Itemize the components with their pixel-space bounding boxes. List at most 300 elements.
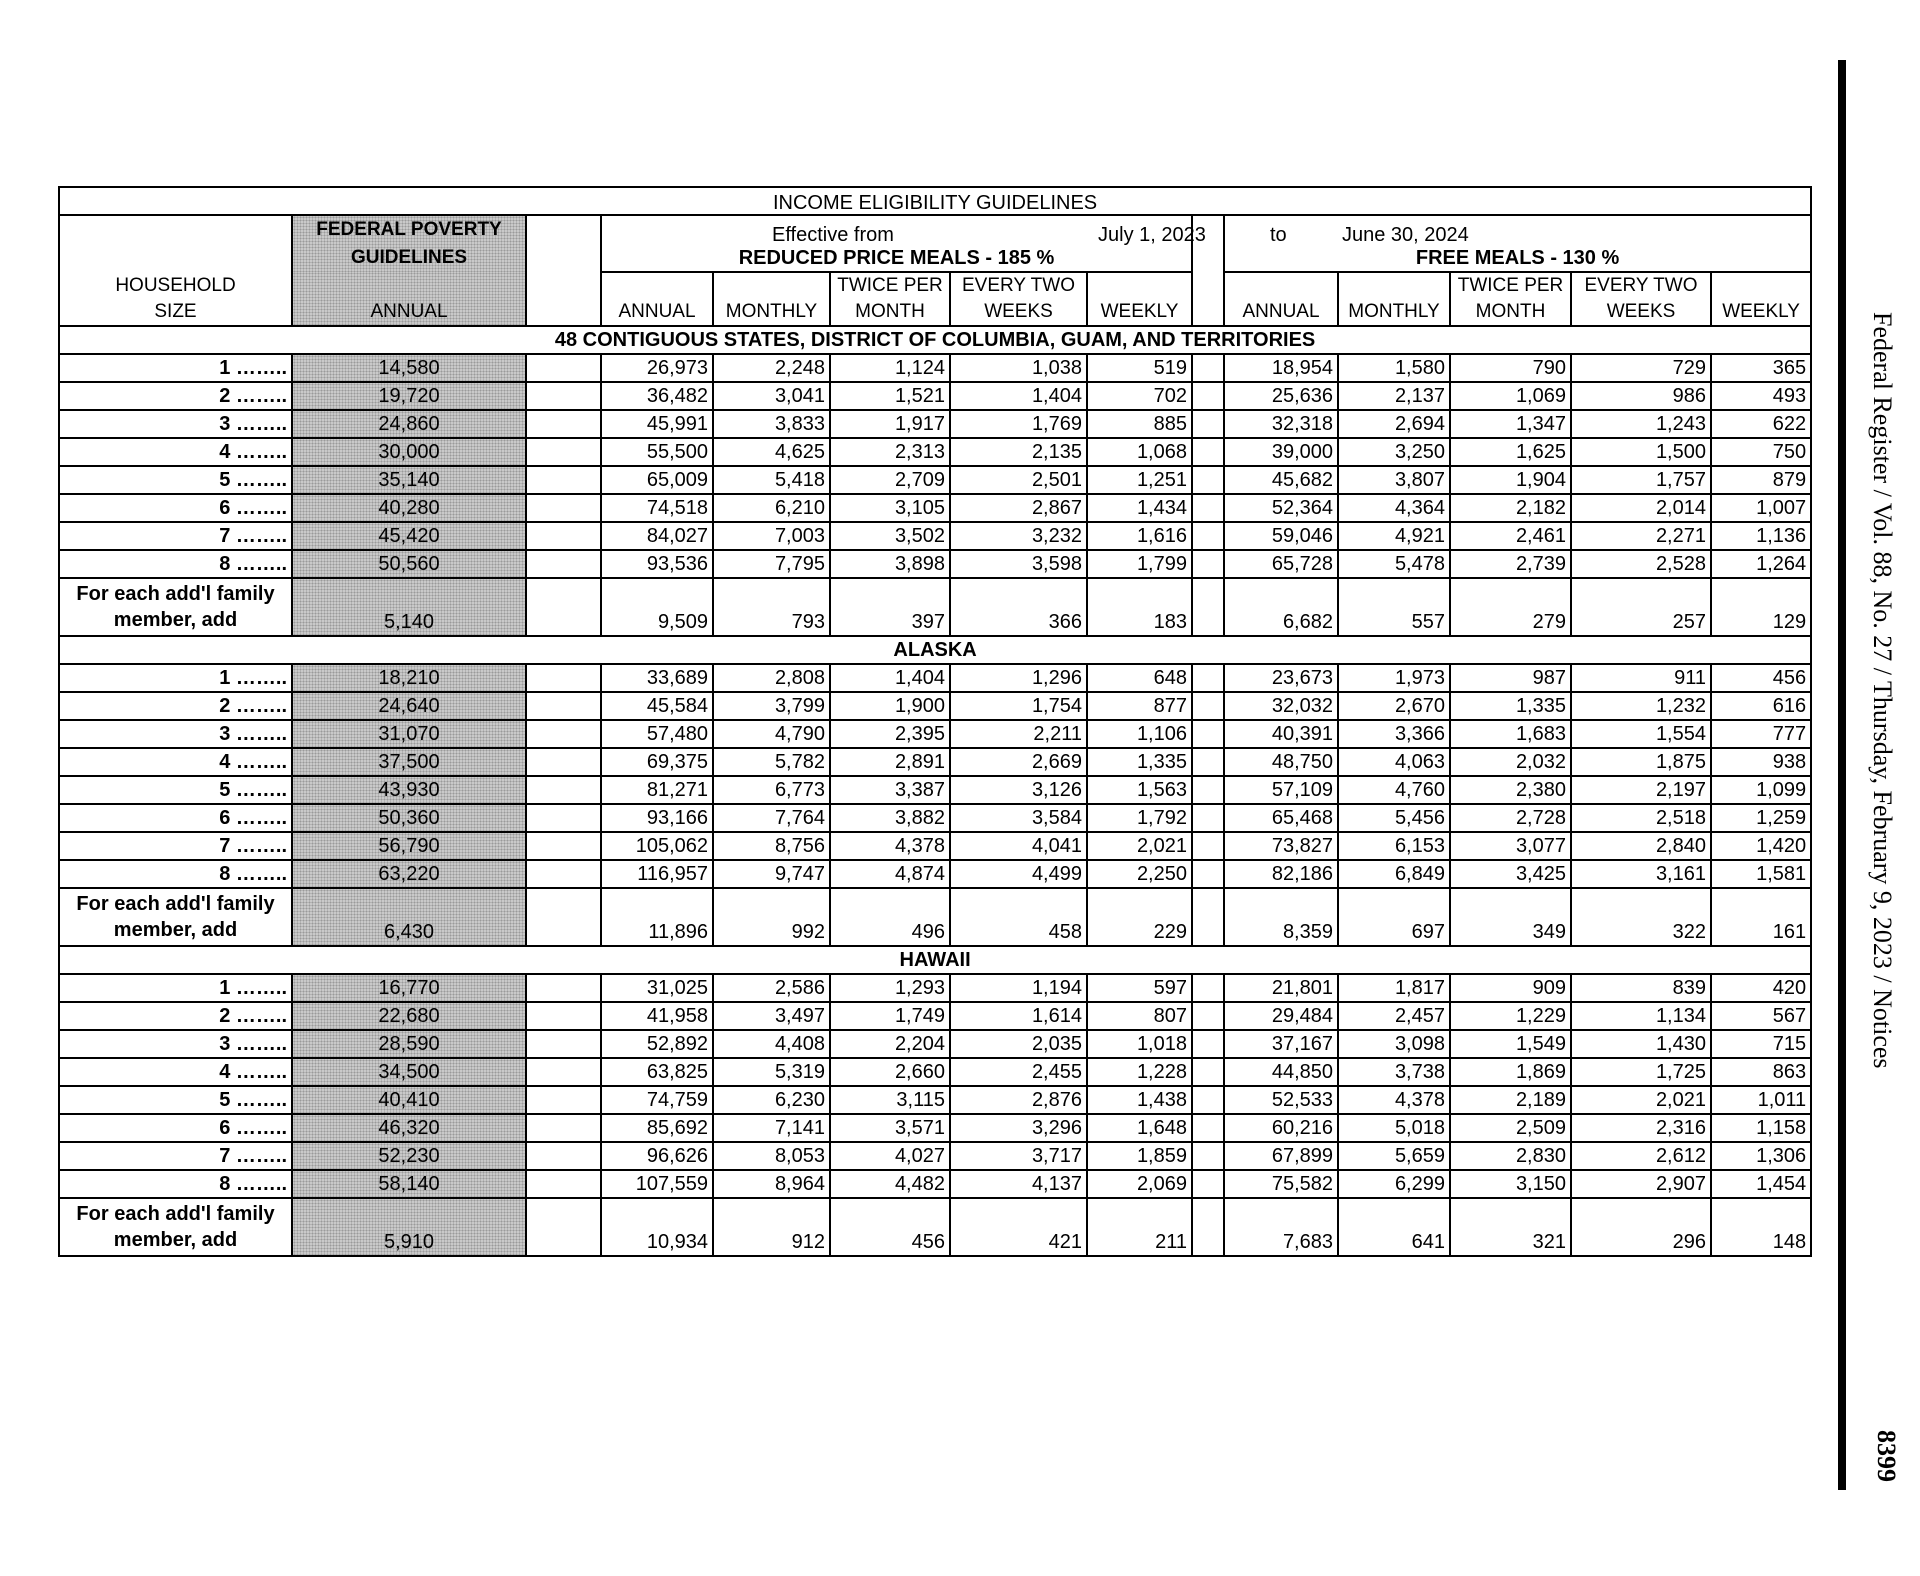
reduced-value: 2,135 <box>950 438 1087 466</box>
table-row <box>59 1030 1811 1058</box>
spacer <box>526 466 601 494</box>
free-value: 75,582 <box>1224 1170 1338 1198</box>
table-row <box>59 692 1811 720</box>
reduced-value: 7,141 <box>713 1114 830 1142</box>
table-row <box>59 776 1811 804</box>
table-row <box>59 1142 1811 1170</box>
table-row <box>59 1002 1811 1030</box>
reduced-value: 1,018 <box>1087 1030 1192 1058</box>
fpg-annual: 34,500 <box>292 1058 526 1086</box>
reduced-value: 1,251 <box>1087 466 1192 494</box>
spacer <box>1192 720 1224 748</box>
reduced-value: 793 <box>713 578 830 636</box>
reduced-value: 4,790 <box>713 720 830 748</box>
free-value: 4,921 <box>1338 522 1450 550</box>
fpg-annual: 22,680 <box>292 1002 526 1030</box>
household-size: 5 …….. <box>59 776 292 804</box>
spacer <box>526 1170 601 1198</box>
section-title: HAWAII <box>59 946 1811 974</box>
free-value: 3,366 <box>1338 720 1450 748</box>
household-size: 8 …….. <box>59 550 292 578</box>
free-value: 839 <box>1571 974 1711 1002</box>
reduced-value: 992 <box>713 888 830 946</box>
table-row <box>59 860 1811 888</box>
free-value: 909 <box>1450 974 1571 1002</box>
reduced-value: 1,754 <box>950 692 1087 720</box>
header-row-2 <box>59 272 1811 326</box>
household-size: 2 …….. <box>59 382 292 410</box>
page-number-text: 8399 <box>1872 1430 1901 1482</box>
reduced-value: 9,509 <box>601 578 713 636</box>
free-value: 1,229 <box>1450 1002 1571 1030</box>
free-value: 1,430 <box>1571 1030 1711 1058</box>
fpg-annual: 56,790 <box>292 832 526 860</box>
free-value: 2,907 <box>1571 1170 1711 1198</box>
free-value: 2,380 <box>1450 776 1571 804</box>
reduced-value: 1,038 <box>950 354 1087 382</box>
free-value: 8,359 <box>1224 888 1338 946</box>
free-value: 697 <box>1338 888 1450 946</box>
reduced-value: 1,648 <box>1087 1114 1192 1142</box>
spacer <box>1192 550 1224 578</box>
reduced-value: 85,692 <box>601 1114 713 1142</box>
free-value: 567 <box>1711 1002 1811 1030</box>
household-size: 4 …….. <box>59 748 292 776</box>
free-value: 2,189 <box>1450 1086 1571 1114</box>
reduced-value: 74,518 <box>601 494 713 522</box>
reduced-value: 45,584 <box>601 692 713 720</box>
free-value: 1,725 <box>1571 1058 1711 1086</box>
spacer <box>1192 860 1224 888</box>
reduced-value: 9,747 <box>713 860 830 888</box>
table-row <box>59 438 1811 466</box>
reduced-value: 885 <box>1087 410 1192 438</box>
reduced-value: 84,027 <box>601 522 713 550</box>
spacer <box>526 494 601 522</box>
free-value: 6,299 <box>1338 1170 1450 1198</box>
free-value: 45,682 <box>1224 466 1338 494</box>
reduced-value: 7,764 <box>713 804 830 832</box>
free-value: 879 <box>1711 466 1811 494</box>
free-value: 5,659 <box>1338 1142 1450 1170</box>
free-value: 1,007 <box>1711 494 1811 522</box>
fpg-annual: 30,000 <box>292 438 526 466</box>
free-value: 82,186 <box>1224 860 1338 888</box>
free-value: 2,694 <box>1338 410 1450 438</box>
household-size: 6 …….. <box>59 494 292 522</box>
reduced-value: 3,571 <box>830 1114 950 1142</box>
free-value: 4,760 <box>1338 776 1450 804</box>
free-value: 456 <box>1711 664 1811 692</box>
reduced-value: 3,041 <box>713 382 830 410</box>
spacer <box>526 438 601 466</box>
reduced-value: 4,137 <box>950 1170 1087 1198</box>
reduced-value: 7,795 <box>713 550 830 578</box>
reduced-value: 2,891 <box>830 748 950 776</box>
free-value: 1,306 <box>1711 1142 1811 1170</box>
free-value: 1,869 <box>1450 1058 1571 1086</box>
table-row <box>59 804 1811 832</box>
reduced-value: 1,521 <box>830 382 950 410</box>
spacer <box>1192 832 1224 860</box>
household-size: 1 …….. <box>59 664 292 692</box>
reduced-twice-header: TWICE PER MONTH <box>830 272 950 326</box>
reduced-value: 105,062 <box>601 832 713 860</box>
table-row <box>59 410 1811 438</box>
fpg-annual: 40,410 <box>292 1086 526 1114</box>
spacer <box>526 664 601 692</box>
free-value: 1,554 <box>1571 720 1711 748</box>
reduced-value: 96,626 <box>601 1142 713 1170</box>
household-size: 3 …….. <box>59 720 292 748</box>
spacer <box>1192 804 1224 832</box>
title-row <box>59 187 1811 215</box>
reduced-value: 229 <box>1087 888 1192 946</box>
spacer <box>526 720 601 748</box>
free-value: 641 <box>1338 1198 1450 1256</box>
free-value: 29,484 <box>1224 1002 1338 1030</box>
spacer <box>1192 382 1224 410</box>
free-annual-header: ANNUAL <box>1224 272 1338 326</box>
reduced-value: 81,271 <box>601 776 713 804</box>
free-value: 1,904 <box>1450 466 1571 494</box>
free-weekly-header: WEEKLY <box>1711 272 1811 326</box>
reduced-weekly-header: WEEKLY <box>1087 272 1192 326</box>
fpg-annual: 52,230 <box>292 1142 526 1170</box>
spacer <box>1192 1198 1224 1256</box>
free-header: FREE MEALS - 130 % <box>1224 215 1811 272</box>
household-size: 1 …….. <box>59 354 292 382</box>
free-value: 23,673 <box>1224 664 1338 692</box>
fpg-annual: 63,220 <box>292 860 526 888</box>
reduced-value: 5,319 <box>713 1058 830 1086</box>
reduced-value: 421 <box>950 1198 1087 1256</box>
free-value: 25,636 <box>1224 382 1338 410</box>
reduced-value: 1,404 <box>950 382 1087 410</box>
reduced-value: 31,025 <box>601 974 713 1002</box>
free-value: 715 <box>1711 1030 1811 1058</box>
additional-member-row <box>59 888 1811 946</box>
reduced-value: 3,898 <box>830 550 950 578</box>
reduced-value: 1,900 <box>830 692 950 720</box>
spacer <box>1192 776 1224 804</box>
spacer <box>526 776 601 804</box>
free-value: 1,973 <box>1338 664 1450 692</box>
household-size: 6 …….. <box>59 1114 292 1142</box>
reduced-value: 519 <box>1087 354 1192 382</box>
free-value: 5,018 <box>1338 1114 1450 1142</box>
spacer <box>526 550 601 578</box>
spacer <box>526 1058 601 1086</box>
start-date: July 1, 2023 <box>1098 224 1206 246</box>
reduced-value: 33,689 <box>601 664 713 692</box>
reduced-value: 2,250 <box>1087 860 1192 888</box>
free-value: 3,425 <box>1450 860 1571 888</box>
reduced-value: 366 <box>950 578 1087 636</box>
spacer <box>526 1198 601 1256</box>
free-value: 2,461 <box>1450 522 1571 550</box>
free-value: 1,069 <box>1450 382 1571 410</box>
household-size: 5 …….. <box>59 466 292 494</box>
reduced-value: 2,876 <box>950 1086 1087 1114</box>
free-value: 2,197 <box>1571 776 1711 804</box>
spacer <box>526 1002 601 1030</box>
free-value: 257 <box>1571 578 1711 636</box>
table-title: INCOME ELIGIBILITY GUIDELINES <box>772 192 1098 214</box>
table-row <box>59 1170 1811 1198</box>
free-value: 60,216 <box>1224 1114 1338 1142</box>
spacer <box>1192 1142 1224 1170</box>
reduced-value: 74,759 <box>601 1086 713 1114</box>
table-row <box>59 832 1811 860</box>
section-title: ALASKA <box>59 636 1811 664</box>
spacer <box>1192 974 1224 1002</box>
household-size: 8 …….. <box>59 860 292 888</box>
free-value: 777 <box>1711 720 1811 748</box>
reduced-value: 4,625 <box>713 438 830 466</box>
reduced-value: 3,598 <box>950 550 1087 578</box>
free-value: 3,098 <box>1338 1030 1450 1058</box>
spacer <box>1192 1114 1224 1142</box>
reduced-value: 4,408 <box>713 1030 830 1058</box>
free-value: 938 <box>1711 748 1811 776</box>
section-title: 48 CONTIGUOUS STATES, DISTRICT OF COLUMBIA, GUAM, AND TERRITORIES <box>59 326 1811 354</box>
free-value: 493 <box>1711 382 1811 410</box>
free-value: 1,158 <box>1711 1114 1811 1142</box>
free-value: 52,364 <box>1224 494 1338 522</box>
free-value: 622 <box>1711 410 1811 438</box>
free-value: 129 <box>1711 578 1811 636</box>
free-value: 1,580 <box>1338 354 1450 382</box>
reduced-value: 8,053 <box>713 1142 830 1170</box>
reduced-value: 6,230 <box>713 1086 830 1114</box>
table-row <box>59 494 1811 522</box>
spacer <box>526 860 601 888</box>
free-value: 2,032 <box>1450 748 1571 776</box>
reduced-value: 7,003 <box>713 522 830 550</box>
spacer <box>1192 664 1224 692</box>
spacer <box>1192 1058 1224 1086</box>
reduced-value: 2,021 <box>1087 832 1192 860</box>
fpg-annual: 40,280 <box>292 494 526 522</box>
free-value: 3,150 <box>1450 1170 1571 1198</box>
reduced-value: 3,497 <box>713 1002 830 1030</box>
spacer <box>1192 1086 1224 1114</box>
free-value: 1,500 <box>1571 438 1711 466</box>
free-value: 750 <box>1711 438 1811 466</box>
free-value: 987 <box>1450 664 1571 692</box>
free-value: 1,134 <box>1571 1002 1711 1030</box>
fpg-annual: 28,590 <box>292 1030 526 1058</box>
table-row <box>59 522 1811 550</box>
table-row <box>59 354 1811 382</box>
reduced-value: 597 <box>1087 974 1192 1002</box>
spacer <box>526 1030 601 1058</box>
fpg-annual: 24,640 <box>292 692 526 720</box>
reduced-value: 3,232 <box>950 522 1087 550</box>
free-value: 2,840 <box>1571 832 1711 860</box>
household-size: 2 …….. <box>59 692 292 720</box>
free-value: 48,750 <box>1224 748 1338 776</box>
free-value: 1,335 <box>1450 692 1571 720</box>
free-value: 2,728 <box>1450 804 1571 832</box>
reduced-value: 65,009 <box>601 466 713 494</box>
free-value: 3,807 <box>1338 466 1450 494</box>
spacer <box>1192 354 1224 382</box>
reduced-value: 1,438 <box>1087 1086 1192 1114</box>
free-value: 148 <box>1711 1198 1811 1256</box>
free-value: 32,318 <box>1224 410 1338 438</box>
additional-member-label: For each add'l family member, add <box>59 888 292 946</box>
free-value: 2,670 <box>1338 692 1450 720</box>
reduced-value: 496 <box>830 888 950 946</box>
free-value: 557 <box>1338 578 1450 636</box>
reduced-value: 1,563 <box>1087 776 1192 804</box>
reduced-value: 93,536 <box>601 550 713 578</box>
reduced-value: 1,124 <box>830 354 950 382</box>
free-value: 1,259 <box>1711 804 1811 832</box>
reduced-value: 3,799 <box>713 692 830 720</box>
reduced-value: 1,228 <box>1087 1058 1192 1086</box>
free-value: 59,046 <box>1224 522 1338 550</box>
free-value: 322 <box>1571 888 1711 946</box>
spacer <box>526 1086 601 1114</box>
free-value: 65,728 <box>1224 550 1338 578</box>
free-value: 52,533 <box>1224 1086 1338 1114</box>
running-head <box>1862 312 1902 1312</box>
household-size-header: HOUSEHOLD SIZE <box>59 272 292 326</box>
free-value: 365 <box>1711 354 1811 382</box>
free-value: 2,830 <box>1450 1142 1571 1170</box>
reduced-value: 1,194 <box>950 974 1087 1002</box>
free-value: 1,011 <box>1711 1086 1811 1114</box>
fpg-annual: 45,420 <box>292 522 526 550</box>
free-value: 1,581 <box>1711 860 1811 888</box>
reduced-value: 2,248 <box>713 354 830 382</box>
household-size: 6 …….. <box>59 804 292 832</box>
table-row <box>59 1086 1811 1114</box>
free-value: 73,827 <box>1224 832 1338 860</box>
free-value: 4,378 <box>1338 1086 1450 1114</box>
reduced-value: 4,378 <box>830 832 950 860</box>
free-value: 729 <box>1571 354 1711 382</box>
fpg-annual: 5,140 <box>292 578 526 636</box>
section-row <box>59 636 1811 664</box>
spacer <box>526 888 601 946</box>
income-eligibility-table <box>58 186 1812 1257</box>
reduced-value: 3,833 <box>713 410 830 438</box>
free-value: 4,364 <box>1338 494 1450 522</box>
spacer <box>526 354 601 382</box>
reduced-value: 6,773 <box>713 776 830 804</box>
reduced-header: REDUCED PRICE MEALS - 185 % <box>601 215 1192 272</box>
free-value: 3,161 <box>1571 860 1711 888</box>
table-row <box>59 550 1811 578</box>
reduced-value: 2,808 <box>713 664 830 692</box>
free-value: 21,801 <box>1224 974 1338 1002</box>
free-value: 279 <box>1450 578 1571 636</box>
free-value: 616 <box>1711 692 1811 720</box>
reduced-value: 1,799 <box>1087 550 1192 578</box>
fpg-annual: 5,910 <box>292 1198 526 1256</box>
section-row <box>59 326 1811 354</box>
spacer <box>1192 692 1224 720</box>
reduced-value: 55,500 <box>601 438 713 466</box>
spacer <box>1192 1170 1224 1198</box>
reduced-value: 3,387 <box>830 776 950 804</box>
reduced-value: 397 <box>830 578 950 636</box>
spacer <box>526 692 601 720</box>
reduced-value: 8,756 <box>713 832 830 860</box>
free-value: 4,063 <box>1338 748 1450 776</box>
fpg-annual: 37,500 <box>292 748 526 776</box>
household-size: 5 …….. <box>59 1086 292 1114</box>
reduced-value: 4,874 <box>830 860 950 888</box>
free-value: 7,683 <box>1224 1198 1338 1256</box>
spacer <box>526 974 601 1002</box>
free-value: 39,000 <box>1224 438 1338 466</box>
spacer <box>1192 1002 1224 1030</box>
reduced-value: 1,614 <box>950 1002 1087 1030</box>
fpg-annual: 58,140 <box>292 1170 526 1198</box>
end-date: June 30, 2024 <box>1342 224 1469 246</box>
reduced-value: 1,068 <box>1087 438 1192 466</box>
reduced-value: 11,896 <box>601 888 713 946</box>
table-row <box>59 382 1811 410</box>
reduced-value: 2,501 <box>950 466 1087 494</box>
reduced-value: 458 <box>950 888 1087 946</box>
to-label: to <box>1270 224 1287 246</box>
reduced-value: 3,717 <box>950 1142 1087 1170</box>
free-value: 296 <box>1571 1198 1711 1256</box>
free-value: 420 <box>1711 974 1811 1002</box>
spacer <box>1192 522 1224 550</box>
free-value: 1,625 <box>1450 438 1571 466</box>
spacer <box>526 410 601 438</box>
free-value: 1,817 <box>1338 974 1450 1002</box>
fpg-annual: 46,320 <box>292 1114 526 1142</box>
free-value: 1,136 <box>1711 522 1811 550</box>
free-value: 40,391 <box>1224 720 1338 748</box>
household-size: 7 …….. <box>59 832 292 860</box>
household-size: 1 …….. <box>59 974 292 1002</box>
reduced-value: 211 <box>1087 1198 1192 1256</box>
reduced-value: 10,934 <box>601 1198 713 1256</box>
table-row <box>59 748 1811 776</box>
reduced-value: 456 <box>830 1198 950 1256</box>
reduced-value: 1,917 <box>830 410 950 438</box>
additional-member-label: For each add'l family member, add <box>59 1198 292 1256</box>
spacer <box>526 522 601 550</box>
spacer <box>1192 494 1224 522</box>
reduced-value: 702 <box>1087 382 1192 410</box>
table-row <box>59 974 1811 1002</box>
section-row <box>59 946 1811 974</box>
reduced-value: 1,769 <box>950 410 1087 438</box>
free-value: 2,182 <box>1450 494 1571 522</box>
household-size: 4 …….. <box>59 1058 292 1086</box>
spacer <box>526 382 601 410</box>
reduced-value: 4,499 <box>950 860 1087 888</box>
household-size: 3 …….. <box>59 410 292 438</box>
fpg-annual-header: ANNUAL <box>292 272 526 326</box>
reduced-value: 4,027 <box>830 1142 950 1170</box>
spacer <box>1192 466 1224 494</box>
reduced-value: 1,616 <box>1087 522 1192 550</box>
margin-rule <box>1838 60 1846 1490</box>
reduced-value: 41,958 <box>601 1002 713 1030</box>
reduced-value: 3,584 <box>950 804 1087 832</box>
